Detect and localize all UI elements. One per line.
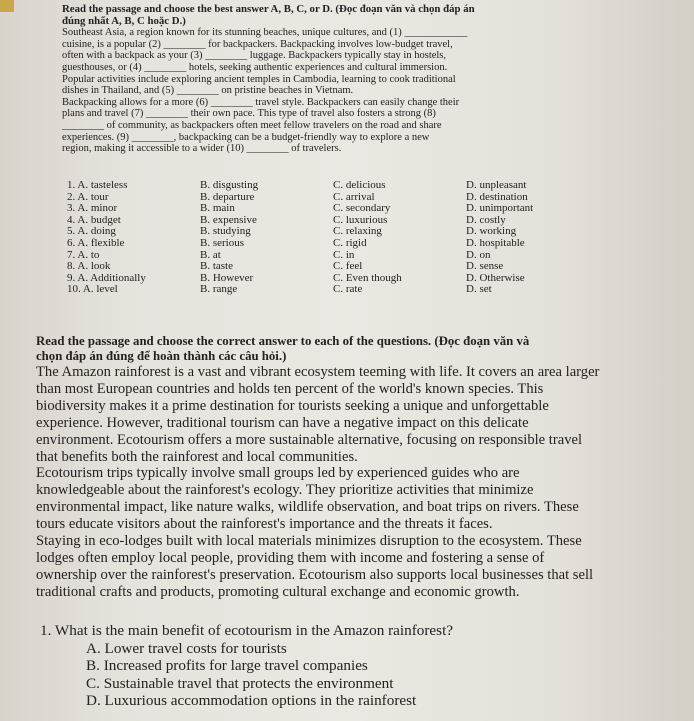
option-row [67,261,627,273]
option[interactable]: C. arrival [333,190,375,203]
option[interactable]: D. unimportant [466,202,534,215]
exercise-2-passage [36,334,676,601]
passage-line: Staying in eco-lodges built with local materials minimizes disruption to the ecosystem. These [36,533,582,550]
option[interactable]: D. unpleasant [466,179,527,191]
option-row [67,180,627,192]
passage-line: than most European countries and holds ten percent of the world's known species. This [36,380,544,397]
option[interactable]: B. range [200,283,238,296]
passage-line: cuisine, is a popular (2) ________ for backpackers. Backpacking involves low-budget travel, [62,38,453,50]
passage-line: often with a backpack as your (3) ________ luggage. Backpackers typically stay in hostels, [62,50,447,62]
passage-line: region, making it accessible to a wider (10) ________ of travelers. [62,143,342,155]
option[interactable]: D. set [466,283,492,296]
passage-line: The Amazon rainforest is a vast and vibrant ecosystem teeming with life. It covers an area larger [36,364,600,380]
passage-line: biodiversity makes it a prime destination for tourists seeking a unique and unforgettable [36,397,549,414]
option[interactable]: D. hospitable [466,236,525,249]
option[interactable]: C. luxurious [333,213,388,226]
option[interactable]: B. disgusting [200,179,259,191]
option[interactable]: 2. A. tour [67,190,109,203]
answer-option[interactable]: D. Luxurious accommodation options in the rainforest [86,692,417,710]
answer-option[interactable]: C. Sustainable travel that protects the environment [86,674,394,692]
passage-line: Backpacking allows for a more (6) ________ travel style. Backpackers can easily change their [62,96,460,108]
option[interactable]: B. at [200,248,221,261]
option[interactable]: B. serious [200,236,244,249]
passage-line: guesthouses, or (4) ________ hotels, seeking authentic experiences and cultural immersion. [62,61,448,73]
option[interactable]: 1. A. tasteless [67,179,128,191]
option[interactable]: D. destination [466,190,528,203]
option[interactable]: B. However [200,271,254,284]
option-row [67,238,627,250]
option[interactable]: 5. A. doing [67,225,116,238]
option[interactable]: B. main [200,202,235,215]
option-row [67,284,627,296]
passage-line: Ecotourism trips typically involve small groups led by experienced guides who are [36,465,520,482]
passage-line: dishes in Thailand, and (5) ________ on pristine beaches in Vietnam. [62,85,354,97]
option[interactable]: C. rigid [333,236,367,249]
option[interactable]: C. Even though [333,271,402,284]
passage-line: environment. Ecotourism offers a more sustainable alternative, focusing on responsible travel [36,431,583,448]
option[interactable]: 10. A. level [67,283,118,296]
exercise-1-passage [62,4,662,155]
option[interactable]: D. working [466,225,517,238]
option[interactable]: 9. A. Additionally [67,271,146,284]
page-corner-mark [0,0,14,12]
passage-line: experience. However, traditional tourism can have a negative impact on this delicate [36,414,529,431]
answer-options-table [67,180,627,296]
exercise-2-heading: Read the passage and choose the correct answer to each of the questions. (Đọc đoạn văn và [36,334,530,348]
passage-line: ownership over the rainforest's preservation. Ecotourism also supports local businesses that sell [36,566,594,583]
option[interactable]: 6. A. flexible [67,236,125,249]
option[interactable]: D. Otherwise [466,271,525,284]
option[interactable]: C. in [333,248,355,261]
option[interactable]: C. feel [333,260,363,273]
passage-line: Popular activities include exploring ancient temples in Cambodia, learning to cook traditional [62,73,456,85]
question-text: 1. What is the main benefit of ecotourism in the Amazon rainforest? [40,622,454,639]
passage-line: ________ of community, as backpackers often meet fellow travelers on the road and share [62,119,442,131]
passage-line: Southeast Asia, a region known for its stunning beaches, unique cultures, and (1) ____________ [62,27,468,39]
option[interactable]: D. sense [466,260,504,273]
option[interactable]: C. secondary [333,202,391,215]
passage-line: traditional crafts and products, promoting cultural exchange and economic growth. [36,583,520,600]
option[interactable]: B. taste [200,260,233,273]
passage-line: lodges often employ local people, providing them with income and fostering a sense of [36,549,545,566]
option[interactable]: B. departure [200,190,255,203]
answer-option[interactable]: A. Lower travel costs for tourists [86,639,287,657]
passage-line: that benefits both the rainforest and local communities. [36,448,358,465]
option[interactable]: 3. A. minor [67,202,118,215]
option[interactable]: D. costly [466,213,506,226]
option[interactable]: 7. A. to [67,248,100,261]
exercise-2-heading: chọn đáp án đúng để hoàn thành các câu hỏi.) [36,349,287,363]
option[interactable]: B. studying [200,225,251,238]
answer-option[interactable]: B. Increased profits for large travel companies [86,657,368,675]
passage-line: experiences. (9) ________, backpacking can be a budget-friendly way to explore a new [62,131,430,143]
option[interactable]: C. rate [333,283,363,296]
question-1 [40,622,453,710]
option[interactable]: C. relaxing [333,225,382,238]
option[interactable]: D. on [466,248,491,261]
option[interactable]: B. expensive [200,213,257,226]
option[interactable]: 4. A. budget [67,213,121,226]
passage-line: environmental impact, like nature walks, wildlife observation, and boat trips on rivers. These [36,499,579,516]
passage-line: tours educate visitors about the rainforest's importance and the threats it faces. [36,516,493,533]
exercise-1-instruction: đúng nhất A, B, C hoặc D.) [62,14,186,27]
passage-line: knowledgeable about the rainforest's ecology. They prioritize activities that minimize [36,482,534,499]
exercise-1-instruction: Read the passage and choose the best answer A, B, C, or D. (Đọc đoạn văn và chọn đáp án [62,3,475,15]
option[interactable]: 8. A. look [67,260,111,273]
option[interactable]: C. delicious [333,179,386,191]
passage-line: plans and travel (7) ________ their own pace. This type of travel also fosters a strong (8) [62,108,436,120]
